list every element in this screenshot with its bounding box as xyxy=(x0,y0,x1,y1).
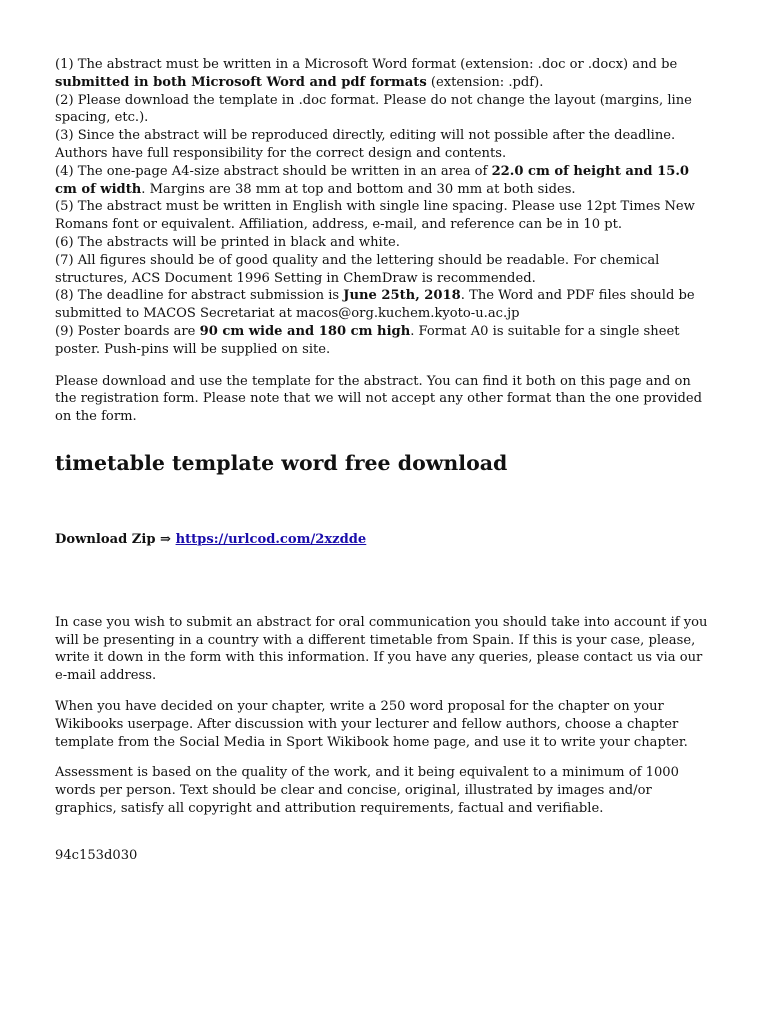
requirement-item xyxy=(55,198,715,234)
requirement-item xyxy=(55,163,715,199)
requirement-item xyxy=(55,56,715,92)
requirement-text: . Margins are 38 mm at top and bottom and 30 mm at both sides. xyxy=(141,181,576,197)
requirement-text: (1) The abstract must be written in a Microsoft Word format (extension: .doc or .docx) and be xyxy=(55,57,678,72)
requirements-list xyxy=(55,56,715,359)
requirement-text: (5) The abstract must be written in English with single line spacing. Please use 12pt Times New Romans font or equivalent. Affiliation, address, e-mail, and reference can be in 10 pt. xyxy=(55,199,695,233)
page-heading: timetable template word free download xyxy=(55,450,508,475)
requirement-text: . The Word and PDF files should be submitted to MACOS Secretariat at macos@org.kuchem.kyoto-u.ac.jp xyxy=(55,288,695,322)
download-line xyxy=(55,531,715,549)
requirement-text: (6) The abstracts will be printed in black and white. xyxy=(55,234,400,250)
requirement-emphasis: submitted in both Microsoft Word and pdf formats xyxy=(55,74,427,90)
requirement-text: (2) Please download the template in .doc format. Please do not change the layout (margins, line spacing, etc.). xyxy=(55,92,692,126)
requirement-item xyxy=(55,127,715,163)
requirement-text: (4) The one-page A4-size abstract should be written in an area of xyxy=(55,163,492,179)
requirement-item xyxy=(55,252,715,288)
requirement-item xyxy=(55,92,715,128)
requirement-item xyxy=(55,234,715,252)
requirement-item xyxy=(55,323,715,359)
requirement-text: (extension: .pdf). xyxy=(426,74,544,90)
requirement-emphasis: 22.0 cm of height and 15.0 cm of width xyxy=(55,163,690,197)
requirement-text: . Format A0 is suitable for a single sheet poster. Push-pins will be supplied on site. xyxy=(55,323,680,357)
requirement-text: (9) Poster boards are xyxy=(55,323,200,339)
body-paragraph-2: When you have decided on your chapter, write a 250 word proposal for the chapter on your Wikibooks userpage. After discussion with your lecturer and fellow authors, choose a chapter template from the Social Media in Sport Wikibook home page, and use it to write your chapter. xyxy=(55,698,688,750)
document-page xyxy=(55,56,715,865)
requirement-emphasis: 90 cm wide and 180 cm high xyxy=(199,323,411,339)
requirement-text: (8) The deadline for abstract submission is xyxy=(55,288,344,304)
download-link[interactable]: https://urlcod.com/2xzdde xyxy=(175,531,367,547)
body-paragraph-1: In case you wish to submit an abstract for oral communication you should take into account if you will be presenting in a country with a different timetable from Spain. If this is your case, please, write it down in the form with this information. If you have any queries, please contact us via our e-mail address. xyxy=(55,614,708,684)
requirement-item xyxy=(55,287,715,323)
template-note: Please download and use the template for the abstract. You can find it both on this page and on the registration form. Please note that we will not accept any other format than the one provided on the form. xyxy=(55,373,703,425)
requirement-text: (3) Since the abstract will be reproduced directly, editing will not possible after the deadline. Authors have full responsibility for the correct design and contents. xyxy=(55,128,676,161)
requirement-emphasis: June 25th, 2018 xyxy=(343,288,461,304)
footer-code: 94c153d030 xyxy=(55,847,138,863)
body-paragraph-3: Assessment is based on the quality of the work, and it being equivalent to a minimum of 1000 words per person. Text should be clear and concise, original, illustrated by images and/or graphics, satisfy all copyright and attribution requirements, factual and verifiable. xyxy=(55,765,679,816)
requirement-text: (7) All figures should be of good quality and the lettering should be readable. For chemical structures, ACS Document 1996 Setting in ChemDraw is recommended. xyxy=(55,252,660,286)
download-label: Download Zip ⇒ xyxy=(55,531,176,547)
